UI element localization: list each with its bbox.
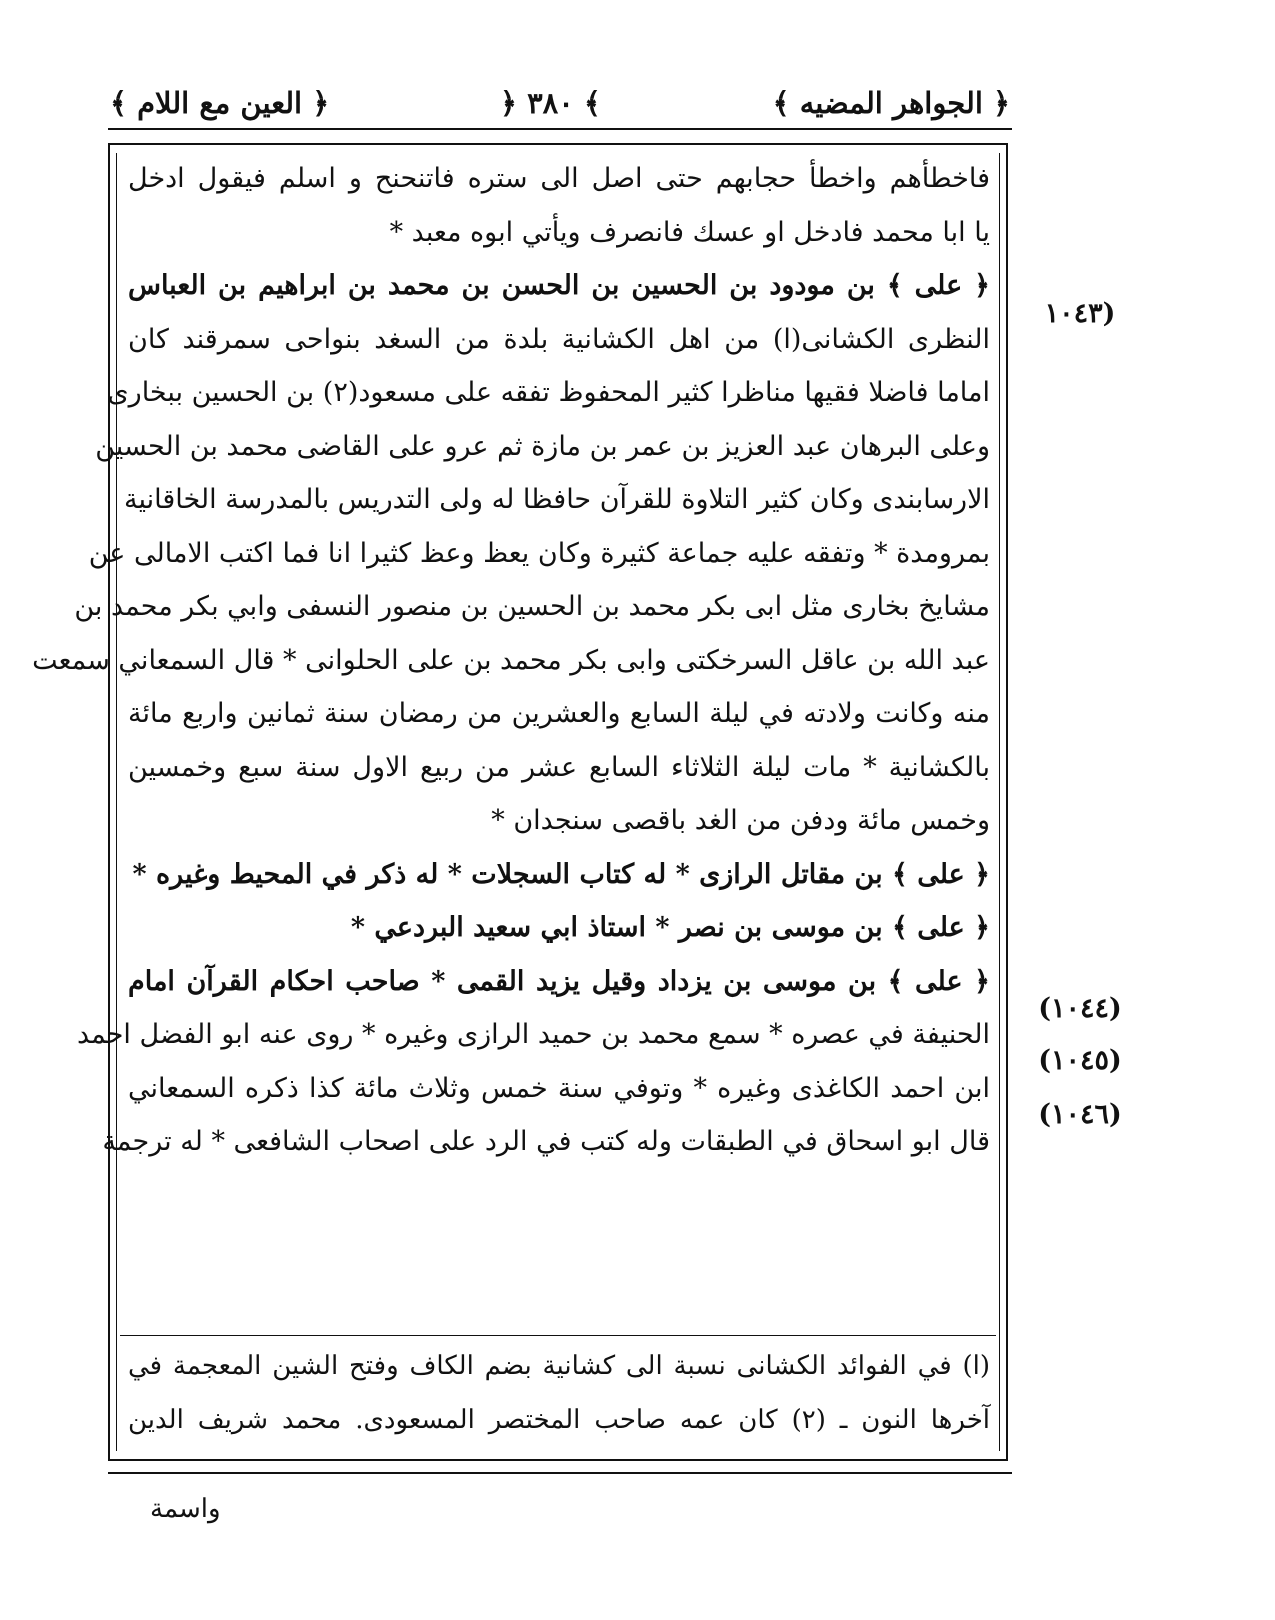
entry-number: (١٠٤٣ bbox=[1044, 298, 1116, 329]
catchword: واسمة bbox=[150, 1494, 221, 1524]
text-line: الارسابندى وكان كثير التلاوة للقرآن حافظا له ولى التدريس بالمدرسة الخاقانية bbox=[123, 484, 990, 515]
text-line: فاخطأهم واخطأ حجابهم حتى اصل الى ستره فاتنحنح و اسلم فيقول ادخل bbox=[128, 163, 990, 194]
main-text bbox=[32, 152, 990, 1169]
text-line: منه وكانت ولادته في ليلة السابع والعشرين من رمضان سنة ثمانين واربع مائة bbox=[128, 698, 990, 729]
text-line: عبد الله بن عاقل السرخكتى وابى بكر محمد بن على الحلوانى * قال السمعاني سمعت bbox=[32, 644, 990, 676]
entry-heading-line: ﴿ على ﴾ بن مقاتل الرازى * له كتاب السجلات * له ذكر في المحيط وغيره * bbox=[132, 858, 990, 890]
entry-number: (١٠٤٥) bbox=[1038, 1045, 1122, 1076]
text-line: بمرومدة * وتفقه عليه جماعة كثيرة وكان يعظ وعظ كثيرا انا فما اكتب الامالى عن bbox=[88, 537, 990, 569]
entry-number: (١٠٤٦) bbox=[1038, 1099, 1122, 1130]
text-line: ابن احمد الكاغذى وغيره * وتوفي سنة خمس وثلاث مائة كذا ذكره السمعاني bbox=[128, 1072, 990, 1104]
text-line: قال ابو اسحاق في الطبقات وله كتب في الرد على اصحاب الشافعى * له ترجمة bbox=[102, 1126, 990, 1157]
bottom-rule bbox=[108, 1472, 1012, 1474]
text-line: وخمس مائة ودفن من الغد باقصى سنجدان * bbox=[491, 805, 990, 836]
running-header bbox=[110, 78, 1010, 128]
book-title: ﴿ الجواهر المضيه ﴾ bbox=[772, 86, 1010, 120]
text-line: الحنيفة في عصره * سمع محمد بن حميد الرازى وغيره * روى عنه ابو الفضل احمد bbox=[76, 1019, 990, 1050]
entry-heading-line: ﴿ على ﴾ بن موسى بن نصر * استاذ ابي سعيد البردعي * bbox=[350, 912, 990, 943]
entry-heading-line: ﴿ على ﴾ بن موسى بن يزداد وقيل يزيد القمى * صاحب احكام القرآن امام bbox=[128, 965, 990, 997]
footnotes bbox=[128, 1340, 990, 1447]
entry-heading-line: ﴿ على ﴾ بن مودود بن الحسين بن الحسن بن محمد بن ابراهيم بن العباس bbox=[128, 270, 990, 301]
text-line: اماما فاضلا فقيها مناظرا كثير المحفوظ تفقه على مسعود(٢) بن الحسين ببخارى bbox=[107, 377, 990, 408]
header-rule bbox=[108, 128, 1012, 130]
footnote-divider bbox=[120, 1335, 996, 1336]
text-line: النظرى الكشانى(ا) من اهل الكشانية بلدة من السغد بنواحى سمرقند كان bbox=[128, 323, 990, 355]
footnote-line: (ا) في الفوائد الكشانى نسبة الى كشانية بضم الكاف وفتح الشين المعجمة في bbox=[128, 1351, 990, 1381]
text-line: يا ابا محمد فادخل او عسك فانصرف ويأتي ابوه معبد * bbox=[389, 216, 990, 248]
text-line: وعلى البرهان عبد العزيز بن عمر بن مازة ثم عرو على القاضى محمد بن الحسين bbox=[95, 430, 990, 462]
footnote-line: آخرها النون ـ (٢) كان عمه صاحب المختصر المسعودى. محمد شريف الدين bbox=[128, 1404, 990, 1435]
text-line: مشايخ بخارى مثل ابى بكر محمد بن الحسين بن منصور النسفى وابي بكر محمد بن bbox=[74, 591, 990, 622]
page-number: ﴿ ٣٨٠ ﴾ bbox=[500, 86, 601, 120]
entry-number: (١٠٤٤) bbox=[1038, 993, 1122, 1024]
text-line: بالكشانية * مات ليلة الثلاثاء السابع عشر من ربيع الاول سنة سبع وخمسين bbox=[128, 751, 990, 783]
section-title: ﴿ العين مع اللام ﴾ bbox=[110, 86, 330, 120]
